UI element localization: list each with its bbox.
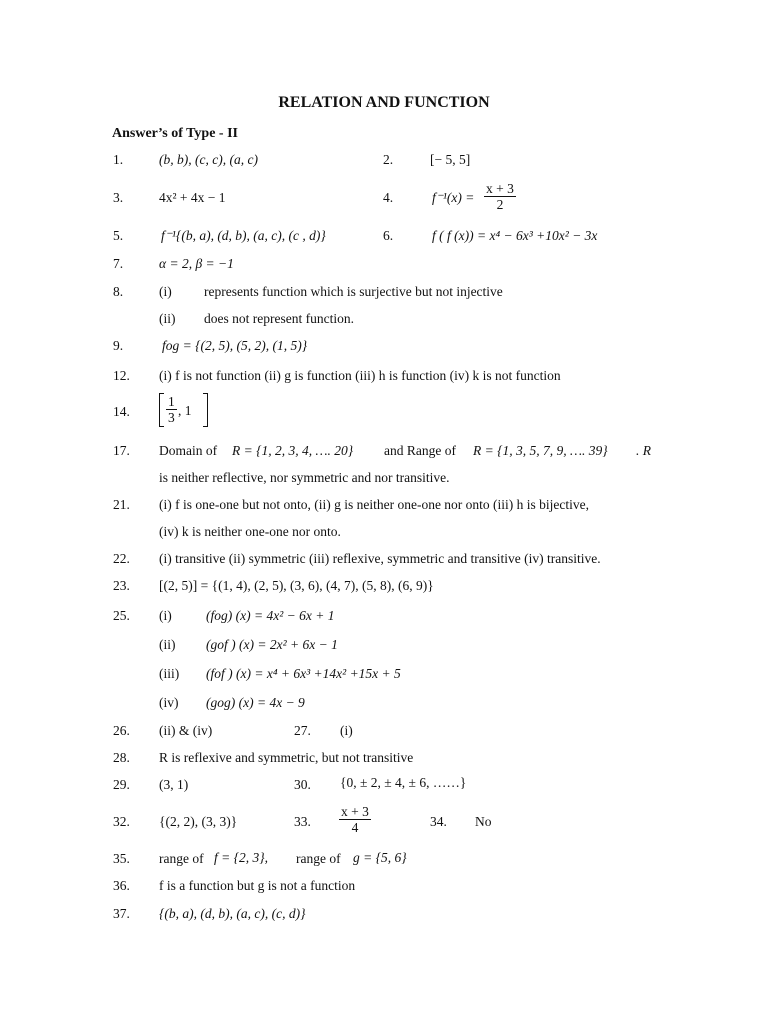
answer-text: α = 2, β = −1 [159,256,234,271]
item-number: 22. [113,551,130,566]
answer-text: (b, b), (c, c), (a, c) [159,152,258,167]
answer-text: [(2, 5)] = {(1, 4), (2, 5), (3, 6), (4, 7), (5, 8), (6, 9)} [159,578,434,593]
answer-text: R = {1, 3, 5, 7, 9, …. 39} [473,443,608,458]
answer-text: range of [159,851,204,866]
answer-text: No [475,814,492,829]
item-number: 7. [113,256,124,271]
item-number: 28. [113,750,130,765]
item-number: 2. [383,152,394,167]
answer-text: {0, ± 2, ± 4, ± 6, ……} [340,775,467,790]
item-number: 1. [113,152,124,167]
fraction [484,181,516,212]
item-number: 29. [113,777,130,792]
item-number: 21. [113,497,130,512]
sub-label: (i) [159,284,172,299]
item-number: 26. [113,723,130,738]
fraction-denominator: 3 [168,410,175,425]
answer-text: (fog) (x) = 4x² − 6x + 1 [206,608,335,623]
answer-text: [− 5, 5] [430,152,471,167]
item-number: 30. [294,777,311,792]
item-number: 5. [113,228,124,243]
item-number: 23. [113,578,130,593]
section-subtitle: Answer’s of Type - II [112,126,238,141]
answer-text: range of [296,851,341,866]
fraction [339,804,371,835]
right-bracket [203,393,208,427]
answer-text: R is reflexive and symmetric, but not transitive [159,750,414,765]
answer-text: (gog) (x) = 4x − 9 [206,695,305,710]
answer-text: {(b, a), (d, b), (a, c), (c, d)} [159,906,306,921]
answer-text: {(2, 2), (3, 3)} [159,814,238,829]
sub-label: (iii) [159,666,180,681]
sub-label: (ii) [159,311,176,326]
item-number: 36. [113,878,130,893]
answer-text: and Range of [384,443,456,458]
answer-text: (i) transitive (ii) symmetric (iii) reflexive, symmetric and transitive (iv) transitive. [159,551,601,566]
page-title: RELATION AND FUNCTION [278,94,490,111]
answer-text: (3, 1) [159,777,189,792]
item-number: 9. [113,338,124,353]
item-number: 12. [113,368,130,383]
sub-label: (ii) [159,637,176,652]
answer-text: f = {2, 3}, [214,850,269,865]
item-number: 14. [113,404,130,419]
answer-text: f ( f (x)) = x⁴ − 6x³ +10x² − 3x [432,228,598,243]
answer-text: Domain of [159,443,218,458]
item-number: 33. [294,814,311,829]
answer-text: does not represent function. [204,311,354,326]
fraction-numerator: x + 3 [341,804,369,819]
answer-text: (fof ) (x) = x⁴ + 6x³ +14x² +15x + 5 [206,666,401,681]
answer-text: R = {1, 2, 3, 4, …. 20} [232,443,354,458]
answer-text: f⁻¹(x) = [432,190,475,205]
item-number: 25. [113,608,130,623]
answer-text: (iv) k is neither one-one nor onto. [159,524,341,539]
item-number: 32. [113,814,130,829]
item-number: 34. [430,814,447,829]
answer-text: , 1 [178,403,192,418]
answer-text: f is a function but g is not a function [159,878,356,893]
answer-text: f⁻¹{(b, a), (d, b), (a, c), (c , d)} [161,228,326,243]
answer-text: (i) f is one-one but not onto, (ii) g is neither one-one nor onto (iii) h is bijective, [159,497,590,512]
fraction-denominator: 4 [351,820,359,835]
fraction-numerator: 1 [168,394,175,409]
item-number: 27. [294,723,311,738]
item-number: 8. [113,284,124,299]
answer-text: (gof ) (x) = 2x² + 6x − 1 [206,637,338,652]
item-number: 4. [383,190,394,205]
item-number: 3. [113,190,124,205]
answer-text: 4x² + 4x − 1 [159,190,226,205]
answer-text: . R [636,443,651,458]
answer-text: fog = {(2, 5), (5, 2), (1, 5)} [162,338,308,353]
sub-label: (i) [159,608,172,623]
answer-text: is neither reflective, nor symmetric and nor transitive. [159,470,450,485]
fraction-numerator: x + 3 [486,181,514,196]
item-number: 35. [113,851,130,866]
fraction-denominator: 2 [496,197,504,212]
answer-text: g = {5, 6} [353,850,407,865]
answer-text: (i) [340,723,353,738]
item-number: 6. [383,228,394,243]
item-number: 17. [113,443,130,458]
answer-text: represents function which is surjective but not injective [204,284,503,299]
answer-text: (i) f is not function (ii) g is function (iii) h is function (iv) k is not function [159,368,561,383]
left-bracket [159,393,164,427]
sub-label: (iv) [159,695,179,710]
answer-text: (ii) & (iv) [159,723,213,738]
item-number: 37. [113,906,130,921]
fraction [166,394,177,425]
